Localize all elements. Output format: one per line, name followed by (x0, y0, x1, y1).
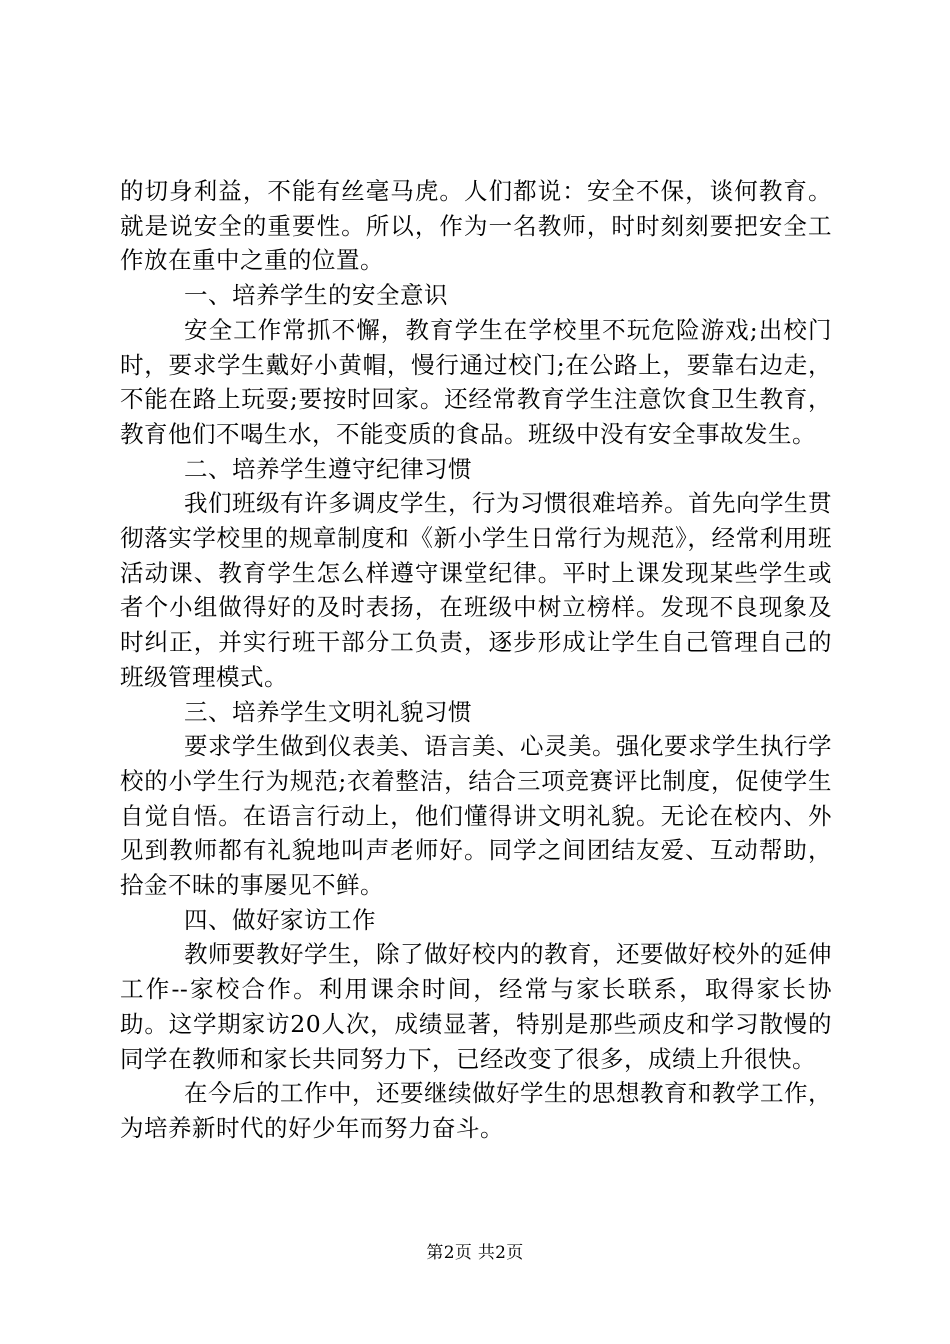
page-number-footer: 第2页 共2页 (426, 1243, 524, 1263)
section-heading-courtesy: 三、培养学生文明礼貌习惯 (184, 697, 472, 726)
body-paragraph: 我们班级有许多调皮学生，行为习惯很难培养。首先向学生贯彻落实学校里的规章制度和《新小学生日常行为规范》，经常利用班活动课、教育学生怎么样遵守课堂纪律。平时上课发现某些学生或者个小组做得好的及时表扬，在班级中树立榜样。发现不良现象及时纠正，并实行班干部分工负责，逐步形成让学生自己管理自己的班级管理模式。 (120, 489, 832, 691)
section-heading-discipline: 二、培养学生遵守纪律习惯 (184, 454, 472, 483)
body-paragraph: 的切身利益，不能有丝毫马虎。人们都说：安全不保，谈何教育。就是说安全的重要性。所以，作为一名教师，时时刻刻要把安全工作放在重中之重的位置。 (120, 177, 832, 275)
body-paragraph: 教师要教好学生，除了做好校内的教育，还要做好校外的延伸工作--家校合作。利用课余时间，经常与家长联系，取得家长协助。这学期家访20人次，成绩显著，特别是那些顽皮和学习散慢的同学在教师和家长共同努力下，已经改变了很多，成绩上升很快。 (120, 940, 832, 1073)
section-heading-safety: 一、培养学生的安全意识 (184, 281, 448, 310)
closing-paragraph: 在今后的工作中，还要继续做好学生的思想教育和教学工作，为培养新时代的好少年而努力奋斗。 (120, 1079, 832, 1142)
document-body (120, 174, 832, 1146)
body-paragraph: 安全工作常抓不懈，教育学生在学校里不玩危险游戏;出校门时，要求学生戴好小黄帽，慢行通过校门;在公路上，要靠右边走，不能在路上玩耍;要按时回家。还经常教育学生注意饮食卫生教育，教育他们不喝生水，不能变质的食品。班级中没有安全事故发生。 (120, 315, 832, 448)
section-heading-home-visit: 四、做好家访工作 (184, 905, 376, 934)
body-paragraph: 要求学生做到仪表美、语言美、心灵美。强化要求学生执行学校的小学生行为规范;衣着整洁，结合三项竞赛评比制度，促使学生自觉自悟。在语言行动上，他们懂得讲文明礼貌。无论在校内、外见到教师都有礼貌地叫声老师好。同学之间团结友爱、互动帮助，拾金不昧的事屡见不鲜。 (120, 732, 832, 900)
